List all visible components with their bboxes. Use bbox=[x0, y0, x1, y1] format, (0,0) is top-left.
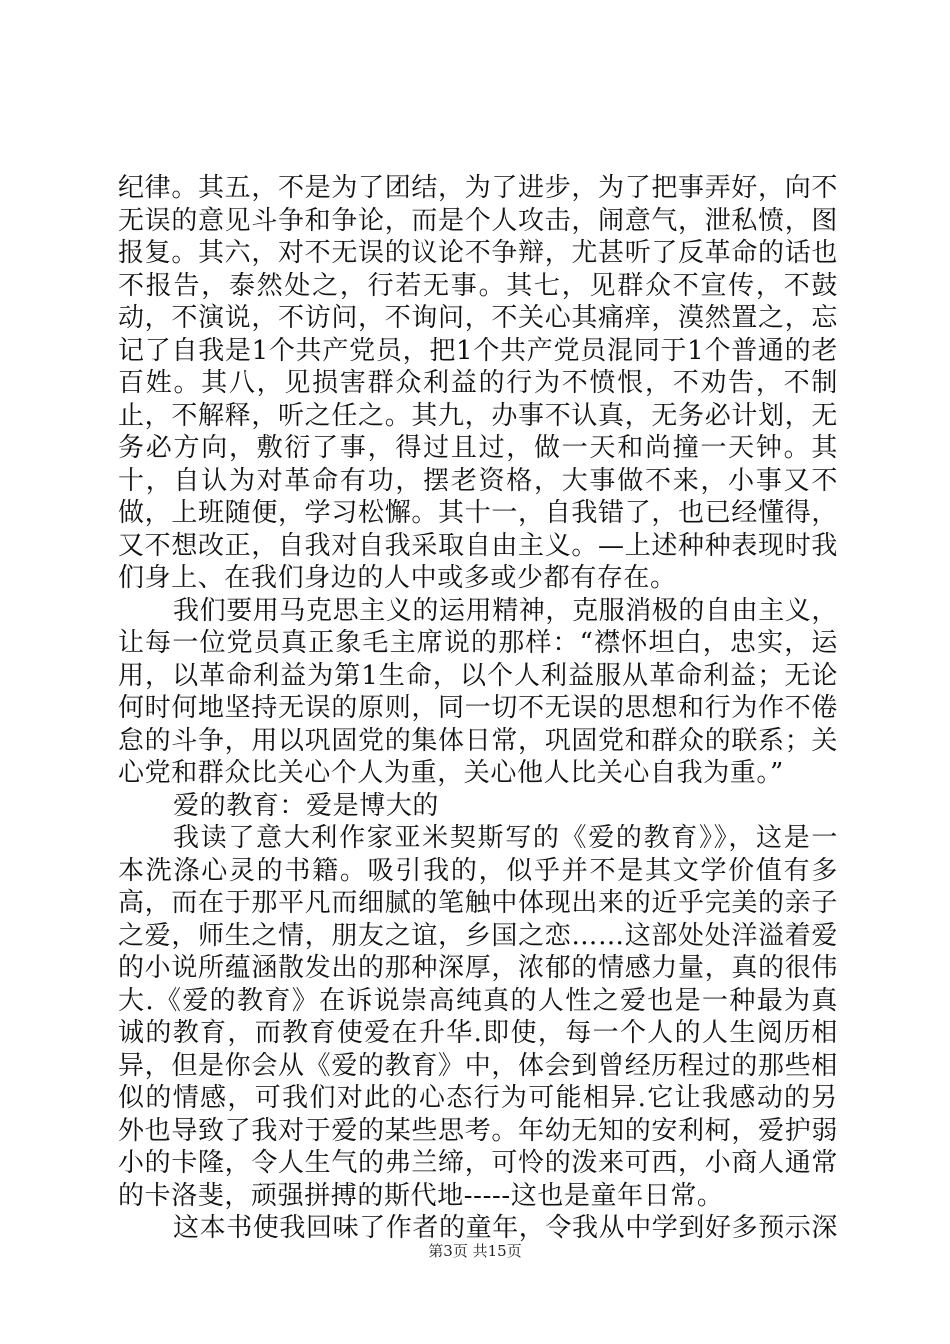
document-body bbox=[118, 172, 838, 1245]
page-footer bbox=[0, 1241, 950, 1261]
paragraph-continuation: 纪律。其五，不是为了团结，为了进步，为了把事弄好，向不无误的意见斗争和争论，而是个人攻击，闹意气，泄私愤，图报复。其六，对不无误的议论不争辩，尤甚听了反革命的话也不报告，泰然处之，行若无事。其七，见群众不宣传，不鼓动，不演说，不访问，不询问，不关心其痛痒，漠然置之，忘记了自我是1个共产党员，把1个共产党员混同于1个普通的老百姓。其八，见损害群众利益的行为不愤恨，不劝告，不制止，不解释，听之任之。其九，办事不认真，无务必计划，无务必方向，敷衍了事，得过且过，做一天和尚撞一天钟。其十，自认为对革命有功，摆老资格，大事做不来，小事又不做，上班随便，学习松懈。其十一，自我错了，也已经懂得，又不想改正，自我对自我采取自由主义。—上述种种表现时我们身上、在我们身边的人中或多或少都有存在。 bbox=[118, 173, 838, 593]
paragraph-essay-body: 我读了意大利作家亚米契斯写的《爱的教育》》，这是一本洗涤心灵的书籍。吸引我的，似乎并不是其文学价值有多高，而在于那平凡而细腻的笔触中体现出来的近乎完美的亲子之爱，师生之情，朋友之谊，乡国之恋……这部处处洋溢着爱的小说所蕴涵散发出的那种深厚，浓郁的情感力量，真的很伟大.《爱的教育》在诉说崇高纯真的人性之爱也是一种最为真诚的教育，而教育使爱在升华.即使，每一个人的人生阅历相异，但是你会从《爱的教育》中，体会到曾经历程过的那些相似的情感，可我们对此的心态行为可能相异.它让我感动的另外也导致了我对于爱的某些思考。年幼无知的安利柯，爱护弱小的卡隆，令人生气的弗兰缔，可怜的泼来可西，小商人通常的卡洛斐，顽强拼搏的斯代地-----这也是童年日常。 bbox=[118, 823, 838, 1211]
paragraph-essay-last: 这本书使我回味了作者的童年，令我从中学到好多预示深 bbox=[173, 1213, 839, 1243]
page-number-label: 第3页 共15页 bbox=[428, 1242, 522, 1260]
paragraph-conclusion: 我们要用马克思主义的运用精神，克服消极的自由主义，让每一位党员真正象毛主席说的那样：“襟怀坦白，忠实，运用，以革命利益为第1生命，以个人利益服从革命利益；无论何时何地坚持无误的原则，同一切不无误的思想和行为作不倦怠的斗争，用以巩固党的集体日常，巩固党和群众的联系；关心党和群众比关心个人为重，关心他人比关心自我为重。” bbox=[118, 595, 839, 788]
section-heading: 爱的教育：爱是博大的 bbox=[173, 790, 440, 821]
